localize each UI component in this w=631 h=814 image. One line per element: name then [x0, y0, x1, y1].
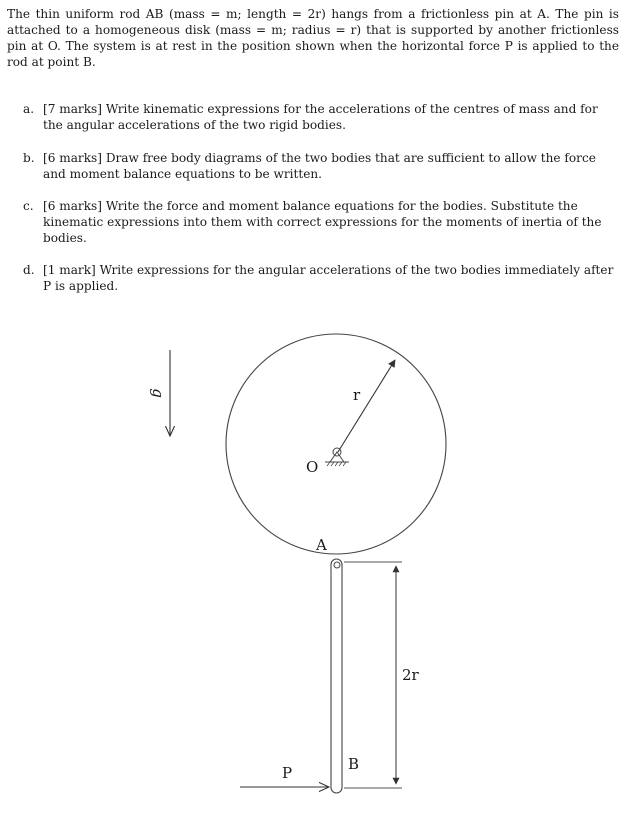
- part-tag: c.: [23, 199, 34, 213]
- problem-statement: The thin uniform rod AB (mass = m; length = 2r) hangs from a frictionless pin at A. The pin is attached to a homogeneous disk (mass = m; radius = r) that is supported by another frictionless pin at O. The system is at rest in the position shown when the horizontal force P is applied to the rod at point B.: [7, 7, 619, 69]
- pin-a: [334, 562, 340, 568]
- radius-label: r: [353, 386, 361, 404]
- pin-a-label: A: [316, 536, 327, 554]
- part-tag: b.: [23, 151, 35, 165]
- center-label: O: [306, 458, 319, 476]
- part-text: [1 mark] Write expressions for the angular accelerations of the two bodies immediately after P is applied.: [43, 263, 614, 293]
- gravity-label: g: [149, 388, 167, 398]
- rod: [331, 559, 342, 793]
- part-text: [6 marks] Draw free body diagrams of the two bodies that are sufficient to allow the force and moment balance equations to be written.: [43, 151, 596, 181]
- end-b-label: B: [348, 755, 360, 773]
- force-label: P: [282, 764, 293, 782]
- part-text: [6 marks] Write the force and moment balance equations for the bodies. Substitute the kinematic expressions into them with correct expressions for the moments of inertia of the bodies.: [43, 199, 602, 245]
- pin-o-support: [325, 448, 349, 466]
- disk: [226, 334, 446, 554]
- length-label: 2r: [402, 666, 419, 684]
- part-text: [7 marks] Write kinematic expressions for the accelerations of the centres of mass and for the angular accelerations of the two rigid bodies.: [43, 102, 598, 132]
- part-tag: a.: [23, 102, 35, 116]
- radius-arrow: [338, 360, 395, 452]
- part-tag: d.: [23, 263, 35, 277]
